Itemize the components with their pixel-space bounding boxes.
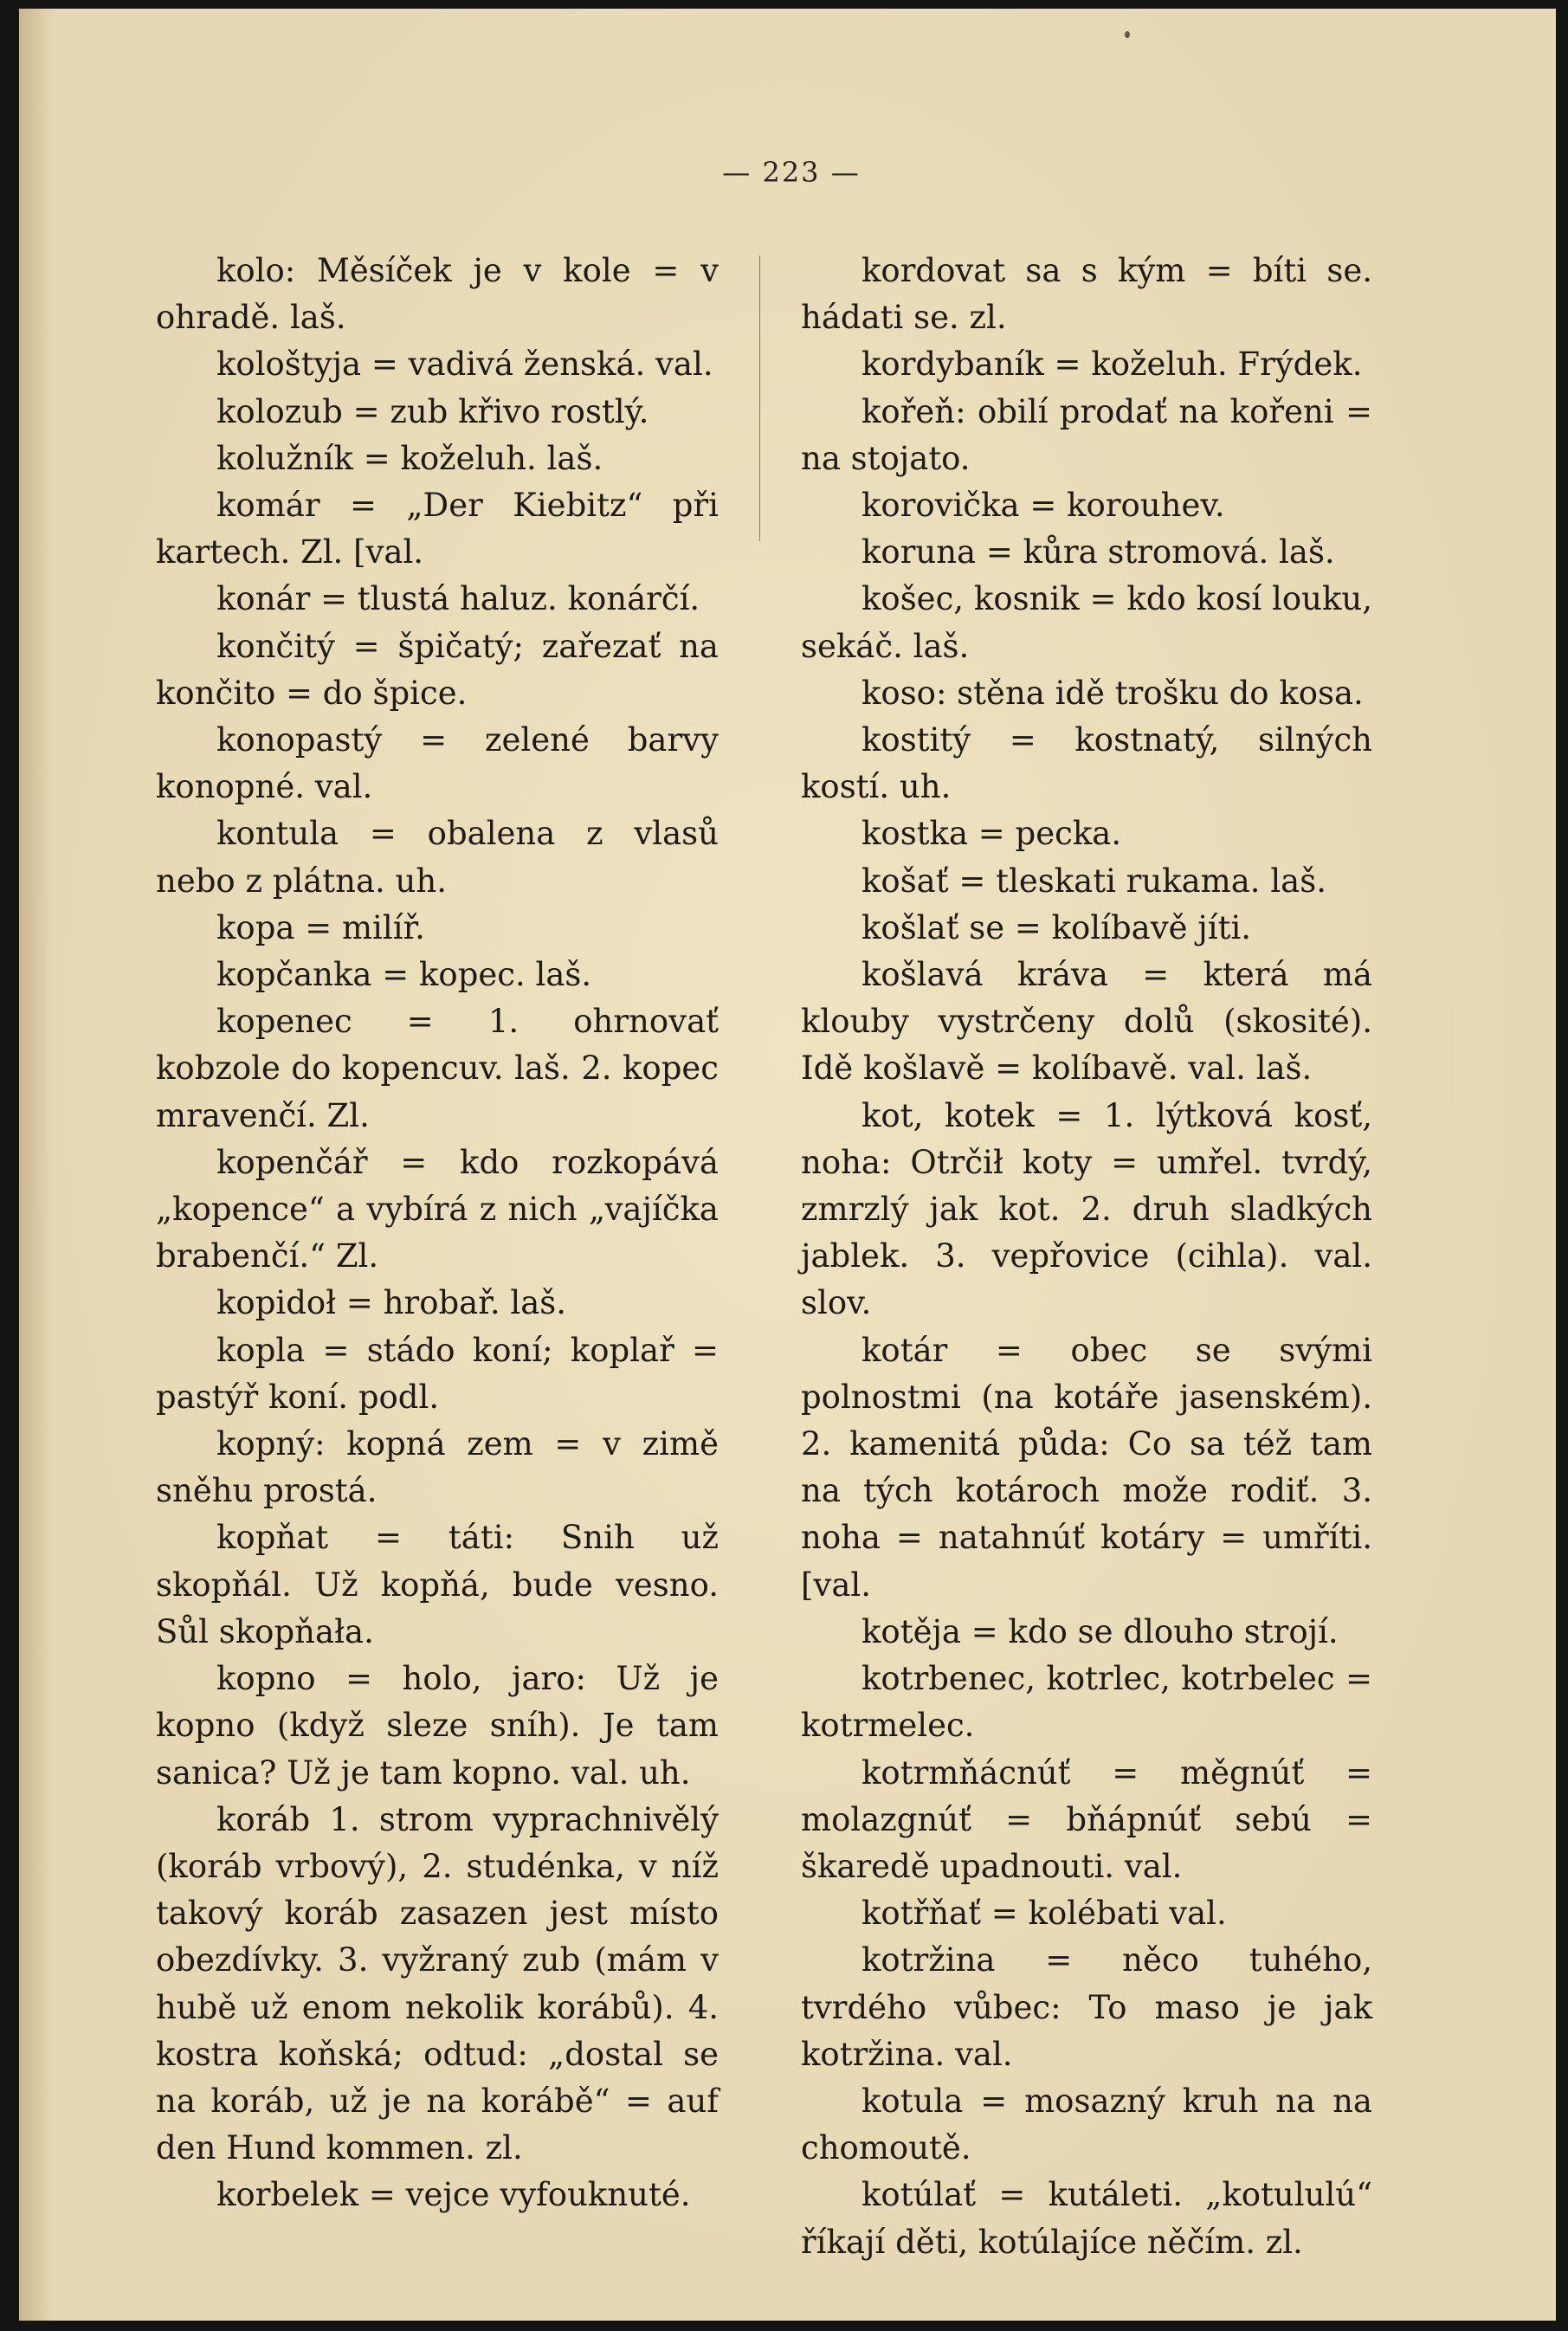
column-divider <box>759 255 760 541</box>
page-number: — 223 — <box>722 156 861 189</box>
dictionary-entry: korbelek = vejce vyfouknuté. <box>216 2176 691 2214</box>
dictionary-entry: konopastý = zelené barvy konopné. val. <box>156 721 719 806</box>
dictionary-entry: končitý = špičatý; zařezať na končito = do špice. <box>156 627 719 712</box>
dictionary-entry: kořeň: obilí prodať na kořeni = na stojato. <box>801 392 1372 477</box>
dictionary-entry: košlavá kráva = která má klouby vystrčeny dolů (skosité). Idě košlavě = kolíbavě. val. laš. <box>801 956 1372 1088</box>
dictionary-entry: kontula = obalena z vlasů nebo z plátna. uh. <box>156 815 719 900</box>
dictionary-entry: koso: stěna idě trošku do kosa. <box>861 674 1364 712</box>
dictionary-entry: kotrmňácnúť = měgnúť = molazgnúť = bňápnúť sebú = škaredě upadnouti. val. <box>801 1753 1372 1885</box>
dictionary-entry: kotula = mosazný kruh na na chomoutě. <box>801 2082 1372 2167</box>
dictionary-entry: kostka = pecka. <box>861 815 1122 853</box>
dictionary-entry: kot, kotek = 1. lýtková kosť, noha: Otrčił koty = umřel. tvrdý, zmrzlý jak kot. 2. druh sladkých jablek. 3. vepřovice (cihla). val. slov. <box>801 1096 1372 1322</box>
dictionary-entry: kopný: kopná zem = v zimě sněhu prostá. <box>156 1425 719 1510</box>
dictionary-entry: kopno = holo, jaro: Už je kopno (když sleze sníh). Je tam sanica? Už je tam kopno. val. uh. <box>156 1660 719 1792</box>
dictionary-entry: kopla = stádo koní; koplař = pastýř koní. podl. <box>156 1331 719 1416</box>
dictionary-entry: kolužník = koželuh. laš. <box>216 439 603 477</box>
dictionary-entry: kotúlať = kutáleti. „kotululú“ říkají děti, kotúlajíce něčím. zl. <box>801 2176 1372 2261</box>
dictionary-entry: kostitý = kostnatý, silných kostí. uh. <box>801 721 1372 806</box>
dictionary-entry: kopčanka = kopec. laš. <box>216 956 592 994</box>
dictionary-entry: košlať se = kolíbavě jíti. <box>861 908 1252 946</box>
dictionary-entry: kolozub = zub křivo rostlý. <box>216 392 649 430</box>
dictionary-entry: kopňat = táti: Snih už skopňál. Už kopňá, bude vesno. Sůl skopňała. <box>156 1519 719 1650</box>
dictionary-entry: kotěja = kdo se dlouho strojí. <box>861 1612 1339 1650</box>
dictionary-entry: kordovat sa s kým = bíti se. hádati se. zl. <box>801 252 1372 337</box>
dictionary-entry: kordybaník = koželuh. Frýdek. <box>861 345 1363 384</box>
dictionary-entry: konár = tlustá haluz. konárčí. <box>216 580 700 618</box>
dictionary-entry: kopidoł = hrobař. laš. <box>216 1284 567 1322</box>
dictionary-entry: košať = tleskati rukama. laš. <box>861 862 1326 900</box>
ink-spot <box>1125 31 1130 38</box>
dictionary-entry: kotřňať = kolébati val. <box>861 1895 1227 1933</box>
dictionary-entry: kopenec = 1. ohrnovať kobzole do kopencuv. laš. 2. kopec mravenčí. Zl. <box>156 1003 719 1134</box>
right-column <box>801 248 1372 2266</box>
dictionary-entry: komár = „Der Kiebitz“ při kartech. Zl. [val. <box>156 487 719 571</box>
dictionary-entry: korovička = korouhev. <box>861 487 1225 525</box>
dictionary-entry: kotržina = něco tuhého, tvrdého vůbec: To maso je jak kotržina. val. <box>801 1941 1372 2073</box>
dictionary-entry: koruna = kůra stromová. laš. <box>861 533 1335 571</box>
dictionary-entry: kotrbenec, kotrlec, kotrbelec = kotrmelec. <box>801 1660 1372 1745</box>
left-column <box>156 248 719 2219</box>
dictionary-entry: kopenčář = kdo rozkopává „kopence“ a vybírá z nich „vajíčka brabenčí.“ Zl. <box>156 1143 719 1275</box>
dictionary-entry: kopa = milíř. <box>216 908 425 946</box>
dictionary-entry: koráb 1. strom vyprachnivělý (koráb vrbový), 2. studénka, v níž takový koráb zasazen jest místo obezdívky. 3. vyžraný zub (mám v hubě už enom nekolik korábů). 4. kostra koňská; odtud: „dostal se na koráb, už je na korábě“ = auf den Hund kommen. zl. <box>156 1800 719 2167</box>
dictionary-entry: košec, kosnik = kdo kosí louku, sekáč. laš. <box>801 580 1372 665</box>
dictionary-entry: kološtyja = vadivá ženská. val. <box>216 345 713 384</box>
book-page <box>19 9 1556 2321</box>
dictionary-entry: kolo: Měsíček je v kole = v ohradě. laš. <box>156 252 719 337</box>
dictionary-entry: kotár = obec se svými polnostmi (na kotáře jasenském). 2. kamenitá půda: Co sa též tam na tých kotároch može rodiť. 3. noha = natahnúť kotáry = umříti. [val. <box>801 1331 1372 1604</box>
